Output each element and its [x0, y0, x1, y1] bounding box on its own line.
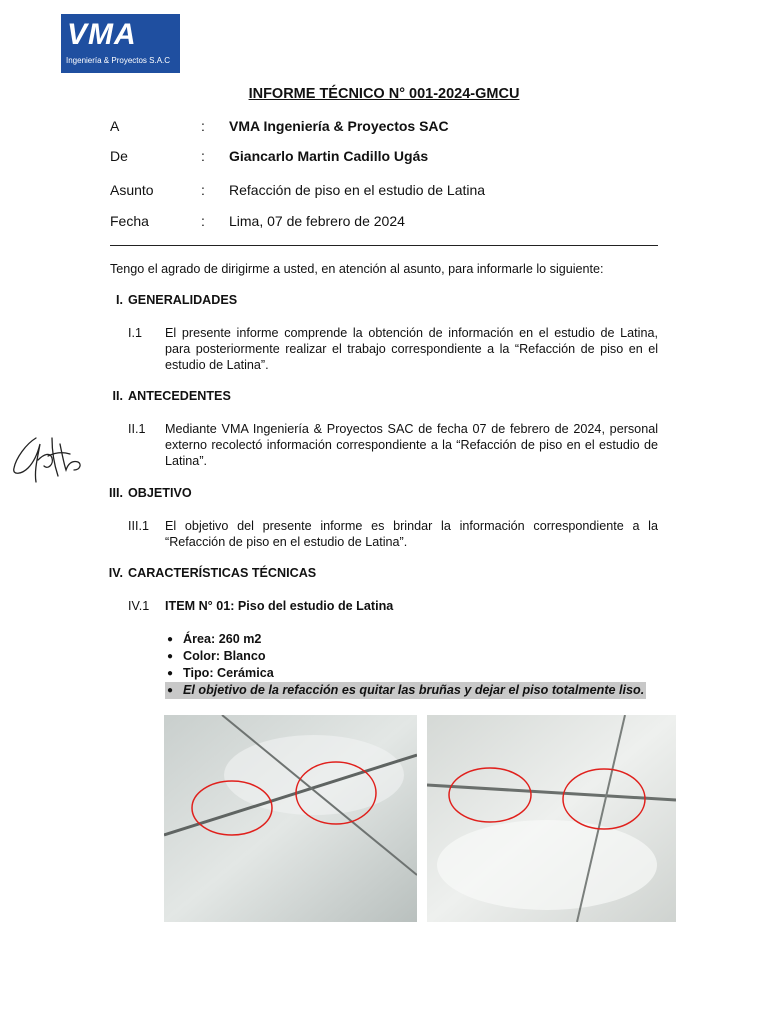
paragraph-iii1	[128, 518, 658, 550]
logo-wordmark: VMA	[67, 18, 137, 51]
bullet-text: Área: 260 m2	[183, 632, 262, 646]
company-logo	[61, 14, 180, 73]
meta-colon: :	[201, 118, 205, 134]
report-title: INFORME TÉCNICO N° 001-2024-GMCU	[248, 86, 520, 102]
floor-photo-right	[427, 715, 676, 922]
bullet-text: Color: Blanco	[183, 649, 266, 663]
item-number: II.1	[128, 422, 146, 436]
bullet-text: El objetivo de la refacción es quitar las bruñas y dejar el piso totalmente liso.	[183, 683, 645, 697]
meta-key: Asunto	[110, 182, 154, 198]
meta-colon: :	[201, 213, 205, 229]
floor-photo-left	[164, 715, 417, 922]
section-number: IV.	[108, 566, 123, 580]
section-title: OBJETIVO	[128, 486, 192, 500]
item-number: IV.1	[128, 599, 150, 613]
paragraph-iv1	[128, 598, 658, 614]
section-number: I.	[116, 293, 123, 307]
bullet-dot-icon: ●	[167, 668, 174, 679]
meta-value: Giancarlo Martin Cadillo Ugás	[229, 148, 429, 164]
logo-subtitle: Ingeniería & Proyectos S.A.C	[66, 56, 171, 65]
meta-key: De	[110, 148, 128, 164]
meta-value: Refacción de piso en el estudio de Latina	[229, 182, 486, 198]
bullet-dot-icon: ●	[167, 634, 174, 645]
item-text: Mediante VMA Ingeniería & Proyectos SAC de fecha 07 de febrero de 2024, personal externo recolectó información correspondiente a la “Refacción de piso en el estudio de Latina”.	[165, 422, 658, 468]
bullet-text: Tipo: Cerámica	[183, 666, 274, 680]
bullet-dot-icon: ●	[167, 685, 174, 696]
item-text: El presente informe comprende la obtención de información en el estudio de Latina, para posteriormente realizar el trabajo correspondiente a la “Refacción de piso en el estudio de Latina”.	[165, 326, 658, 372]
meta-row-from	[110, 148, 670, 168]
bullet-objective-highlighted	[165, 682, 646, 699]
spec-bullet-list	[165, 631, 665, 699]
item-number: III.1	[128, 519, 149, 533]
section-title: GENERALIDADES	[128, 293, 238, 307]
bullet-color	[165, 648, 665, 665]
paragraph-ii1	[128, 421, 658, 469]
bullet-area	[165, 631, 665, 648]
meta-value: Lima, 07 de febrero de 2024	[229, 213, 405, 229]
section-title: CARACTERÍSTICAS TÉCNICAS	[128, 566, 317, 580]
item-number: I.1	[128, 326, 143, 340]
header-divider	[110, 245, 658, 246]
handwritten-signature	[8, 430, 88, 490]
section-number: II.	[112, 389, 123, 403]
meta-value: VMA Ingeniería & Proyectos SAC	[229, 118, 449, 134]
meta-colon: :	[201, 182, 205, 198]
section-title: ANTECEDENTES	[128, 389, 231, 403]
meta-row-to	[110, 118, 670, 138]
bullet-type	[165, 665, 665, 682]
meta-key: A	[110, 118, 120, 134]
meta-row-date	[110, 213, 670, 233]
meta-colon: :	[201, 148, 205, 164]
intro-text: Tengo el agrado de dirigirme a usted, en atención al asunto, para informarle lo siguiente:	[110, 262, 604, 276]
floor-tile-image	[164, 715, 417, 922]
meta-key: Fecha	[110, 213, 149, 229]
item-text: El objetivo del presente informe es brindar la información correspondiente a la “Refacción de piso en el estudio de Latina”.	[165, 519, 658, 549]
item-text: ITEM N° 01: Piso del estudio de Latina	[165, 599, 394, 613]
section-number: III.	[109, 486, 123, 500]
meta-row-subject	[110, 182, 670, 202]
bullet-dot-icon: ●	[167, 651, 174, 662]
floor-tile-image	[427, 715, 676, 922]
paragraph-i1	[128, 325, 658, 373]
